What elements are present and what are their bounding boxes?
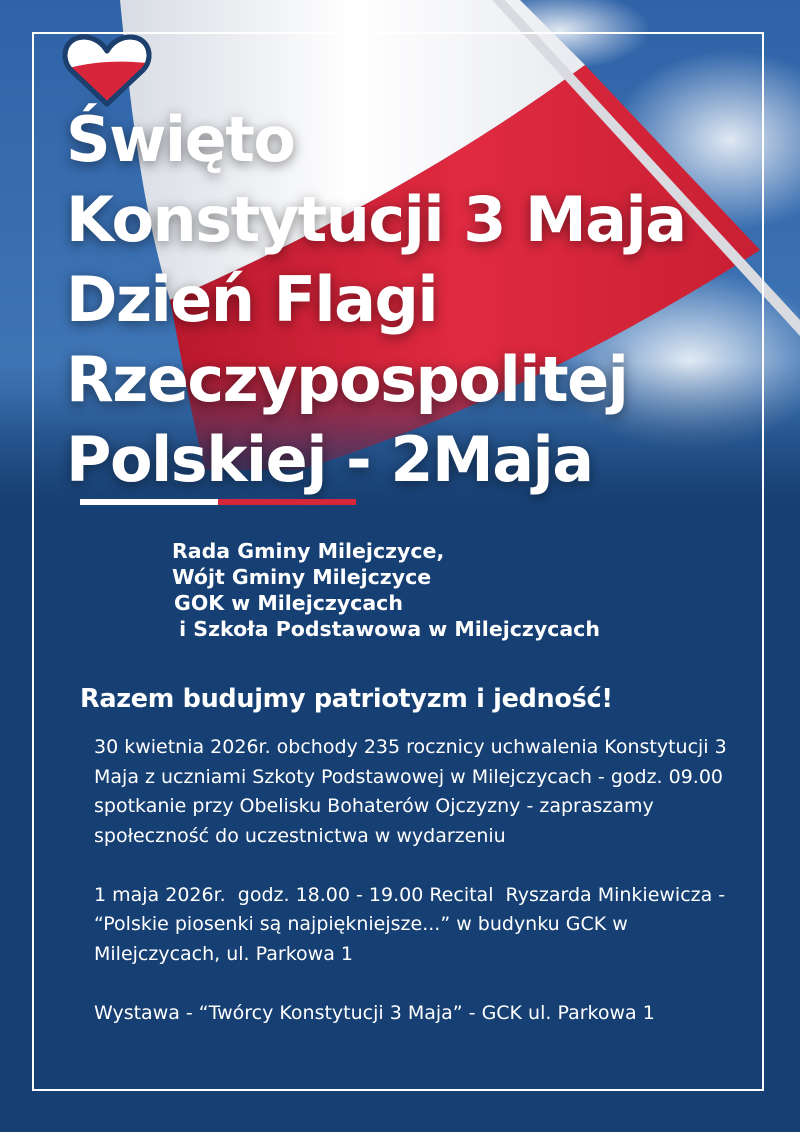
- title-line: Święto: [66, 103, 295, 176]
- divider-red-stripe: [218, 499, 356, 505]
- event-item: 30 kwietnia 2026r. obchody 235 rocznicy uchwalenia Konstytucji 3 Maja z uczniami Szkoty Podstawowej w Milejczycach - godz. 09.00 spotkanie przy Obelisku Bohaterów Ojczyzny - zapraszamy społeczność do uczestnictwa w wydarzeniu: [94, 736, 727, 847]
- organizers: [172, 538, 600, 642]
- event-item: 1 maja 2026r. godz. 18.00 - 19.00 Recital Ryszarda Minkiewicza - “Polskie piosenki są najpiękniejsze...” w budynku GCK w Milejczycach, ul. Parkowa 1: [94, 883, 732, 965]
- organizer-line: GOK w Milejczycach: [174, 591, 403, 615]
- title-line: Konstytucji 3 Maja: [66, 183, 686, 256]
- page-title: [66, 100, 766, 500]
- heart-flag-icon: [62, 32, 152, 108]
- event-item: Wystawa - “Twórcy Konstytucji 3 Maja” - GCK ul. Parkowa 1: [94, 1001, 655, 1024]
- title-line: Dzień Flagi: [66, 263, 438, 336]
- organizer-line: i Szkoła Podstawowa w Milejczycach: [172, 617, 600, 641]
- divider-white-stripe: [80, 499, 218, 505]
- events-list: [94, 733, 744, 1058]
- organizer-line: Rada Gminy Milejczyce,: [172, 539, 445, 563]
- slogan: Razem budujmy patriotyzm i jedność!: [80, 684, 613, 714]
- organizer-line: Wójt Gminy Milejczyce: [172, 565, 432, 589]
- title-line: Polskiej - 2Maja: [66, 423, 593, 496]
- flag-divider: [80, 499, 356, 505]
- title-line: Rzeczypospolitej: [66, 343, 628, 416]
